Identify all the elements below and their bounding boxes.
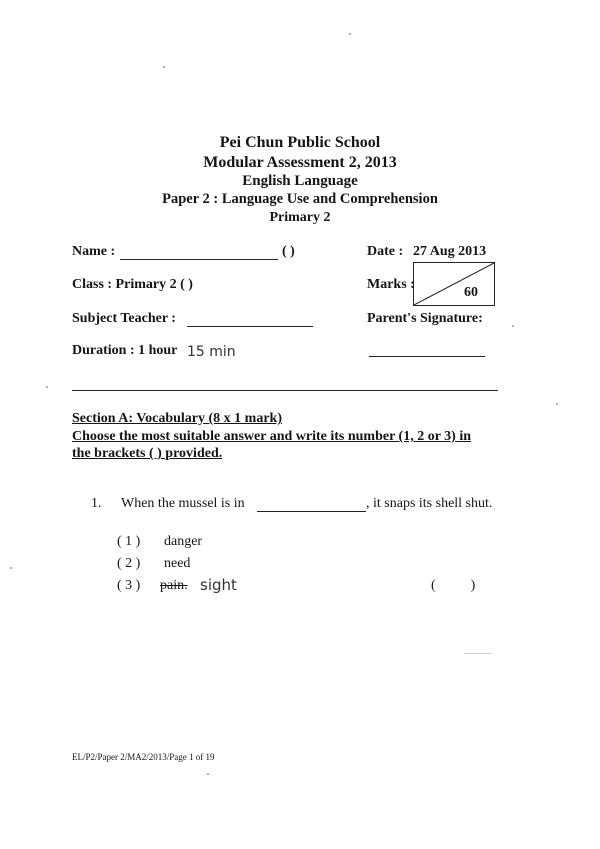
paper-title: Paper 2 : Language Use and Comprehension	[162, 191, 438, 207]
teacher-label: Subject Teacher :	[72, 311, 176, 326]
class-label: Class : Primary 2 ( )	[72, 277, 193, 292]
question-text-before: When the mussel is in	[121, 496, 245, 511]
question-number: 1.	[91, 496, 102, 511]
name-label: Name :	[72, 244, 116, 259]
scan-speck	[163, 66, 165, 68]
register-number-bracket: ( )	[282, 244, 295, 259]
level-title: Primary 2	[269, 210, 331, 225]
option-text-struck: pain.	[160, 578, 188, 593]
marks-label: Marks :	[367, 277, 415, 292]
question-text-after: , it snaps its shell shut.	[366, 496, 493, 511]
scan-speck	[464, 653, 492, 654]
subject-title: English Language	[242, 173, 358, 189]
marks-total: 60	[464, 285, 478, 300]
scan-speck	[556, 403, 558, 405]
teacher-line[interactable]	[187, 326, 313, 327]
duration-label: Duration : 1 hour	[72, 343, 178, 358]
date-label: Date :	[367, 244, 404, 259]
marks-box	[413, 262, 495, 306]
option-number: ( 1 )	[117, 534, 141, 549]
option-number: ( 3 )	[117, 578, 141, 593]
option-number: ( 2 )	[117, 556, 141, 571]
section-instruction-line-2: the brackets ( ) provided.	[72, 446, 223, 461]
parent-signature-label: Parent's Signature:	[367, 311, 483, 326]
option-handwritten-correction: sight	[200, 576, 237, 594]
option-text: danger	[164, 534, 203, 549]
name-line[interactable]	[120, 259, 278, 260]
scan-speck	[207, 773, 209, 775]
section-instruction-line-1: Choose the most suitable answer and write its number (1, 2 or 3) in	[72, 429, 472, 444]
option-text: need	[164, 556, 191, 571]
marks-diagonal	[414, 263, 494, 305]
answer-bracket[interactable]: ( )	[431, 578, 476, 593]
page-footer: EL/P2/Paper 2/MA2/2013/Page 1 of 19	[72, 752, 215, 762]
scan-speck	[10, 567, 12, 569]
date-value: 27 Aug 2013	[413, 244, 487, 259]
scan-speck	[512, 325, 514, 327]
school-name: Pei Chun Public School	[219, 134, 381, 151]
scan-speck	[349, 33, 351, 35]
parent-signature-line[interactable]	[369, 356, 485, 357]
section-divider	[72, 390, 498, 391]
duration-handwritten: 15 min	[187, 344, 236, 360]
answer-blank[interactable]	[257, 511, 366, 512]
scan-speck	[46, 386, 48, 388]
assessment-title: Modular Assessment 2, 2013	[203, 154, 397, 171]
section-title: Section A: Vocabulary (8 x 1 mark)	[72, 411, 282, 426]
